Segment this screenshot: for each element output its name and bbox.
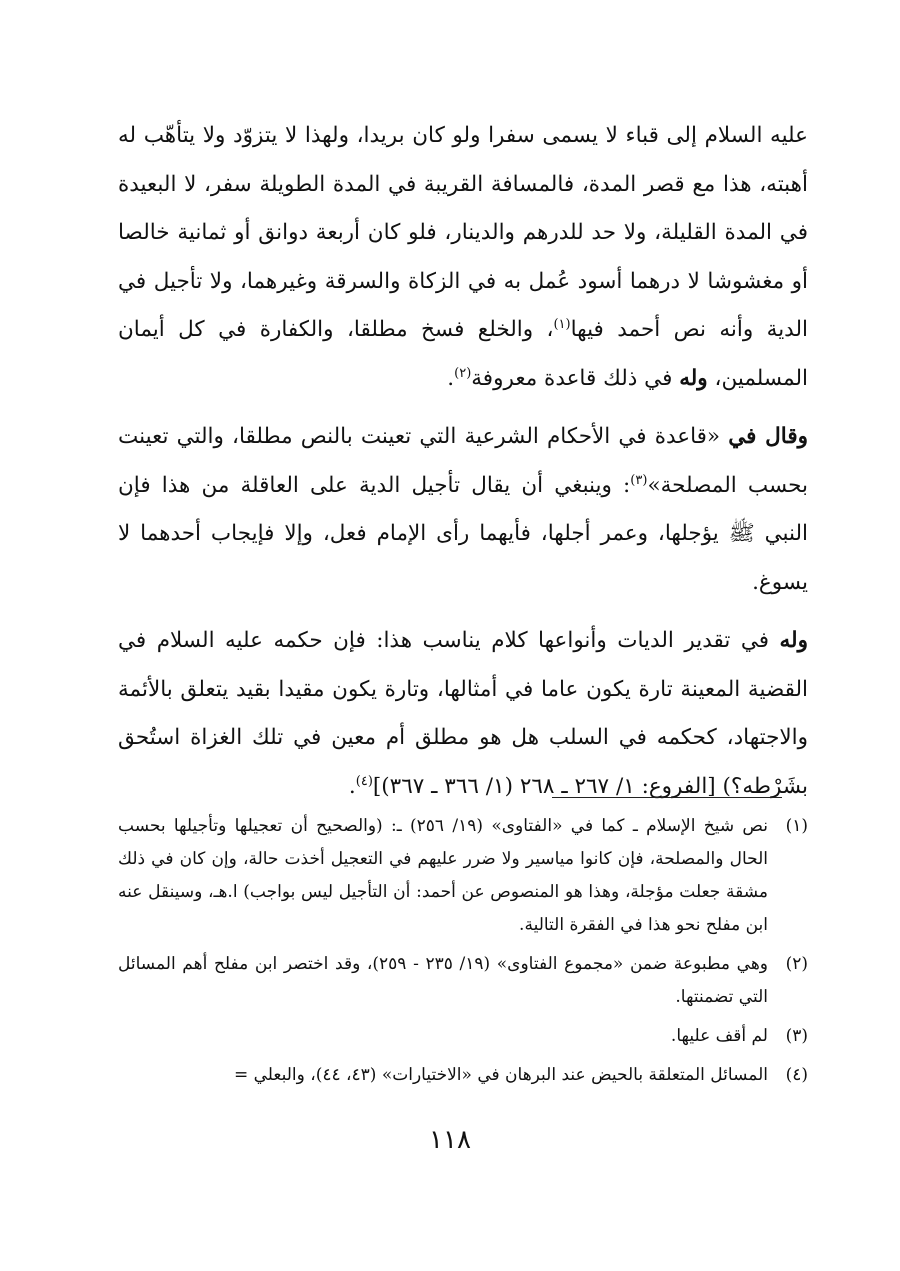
paragraph-3-end: .: [348, 773, 356, 799]
paragraph-2-bold: وقال في: [728, 424, 808, 449]
footnote-ref-4[interactable]: (٤): [355, 773, 373, 789]
paragraph-3-bold: وله: [779, 628, 808, 653]
footnote-ref-1[interactable]: (١): [553, 316, 571, 332]
footnote-text: المسائل المتعلقة بالحيض عند البرهان في «الاختيارات» (٤٣، ٤٤)، والبعلي =: [233, 1065, 768, 1085]
footnotes: [118, 810, 808, 1098]
paragraph-3: [118, 617, 808, 811]
page-number: ١١٨: [429, 1125, 471, 1155]
footnote-4: [118, 1059, 808, 1092]
paragraph-1-text-b: ، والخلع فسخ مطلقا، والكفارة في كل أيمان المسلمين،: [118, 317, 808, 391]
paragraph-2-text-b: : وينبغي أن يقال تأجيل الدية على العاقلة من هذا فإن النبي ﷺ يؤجلها، وعمر أجلها، فأيهما رأى الإمام فعل، وإلا فإيجاب أحدهما لا يسوغ.: [118, 472, 808, 595]
footnote-ref-3[interactable]: (٣): [630, 472, 648, 488]
footnote-text: نص شيخ الإسلام ـ كما في «الفتاوى» (١٩/ ٢٥٦) ـ: (والصحيح أن تعجيلها وتأجيلها بحسب الحال والمصلحة، فإن كانوا مياسير ولا ضرر عليهم في التعجيل أخذت حالة، وإن كان في ذلك مشقة جعلت مؤجلة، وهذا هو المنصوص عن أحمد: أن التأجيل ليس بواجب) ا.هـ، وسينقل عنه ابن مفلح نحو هذا في الفقرة التالية.: [118, 816, 768, 935]
footnote-1: [118, 810, 808, 942]
footnote-number: (١): [785, 816, 808, 836]
paragraph-1: [118, 112, 808, 403]
paragraph-1-end: .: [447, 365, 455, 391]
paragraph-3-text: في تقدير الديات وأنواعها كلام يناسب هذا: فإن حكمه عليه السلام في القضية المعينة تارة يكون عاما في أمثالها، وتارة يكون مقيدا بقيد يتعلق بالأئمة والاجتهاد، كحكمه في السلب هل هو مطلق أم معين في تلك الغزاة استُحق بشَرْطه؟) [الفروع: ١/ ٢٦٧ ـ ٢٦٨ (١/ ٣٦٦ ـ ٣٦٧)]: [118, 628, 808, 799]
footnote-text: وهي مطبوعة ضمن «مجموع الفتاوى» (١٩/ ٢٣٥ - ٢٥٩)، وقد اختصر ابن مفلح أهم المسائل التي تضمنتها.: [118, 954, 768, 1007]
footnote-number: (٢): [785, 954, 808, 974]
footnote-3: [118, 1020, 808, 1053]
footnote-text: لم أقف عليها.: [670, 1026, 768, 1046]
paragraph-2: [118, 413, 808, 607]
footnote-ref-2[interactable]: (٢): [454, 365, 472, 381]
paragraph-1-text-c: في ذلك قاعدة معروفة: [471, 365, 680, 391]
footnote-number: (٣): [785, 1026, 808, 1046]
paragraph-1-bold: وله: [679, 365, 708, 391]
footnote-separator: [552, 797, 782, 798]
footnote-2: [118, 948, 808, 1014]
paragraph-1-text: عليه السلام إلى قباء لا يسمى سفرا ولو كان بريدا، ولهذا لا يتزوّد ولا يتأهّب له أهبته، هذا مع قصر المدة، فالمسافة القريبة في المدة الطويلة سفر، لا البعيدة في المدة القليلة، ولا حد للدرهم والدينار، فلو كان أربعة دوانق أو ثمانية خالصا أو مغشوشا لا درهما أسود عُمل به في الزكاة والسرقة وغيرهما، ولا تأجيل في الدية وأنه نص أحمد فيها: [118, 123, 808, 342]
main-text: [118, 112, 808, 811]
footnote-number: (٤): [785, 1065, 808, 1085]
paragraph-2-text: «قاعدة في الأحكام الشرعية التي تعينت بالنص مطلقا، والتي تعينت بحسب المصلحة»: [118, 424, 809, 498]
